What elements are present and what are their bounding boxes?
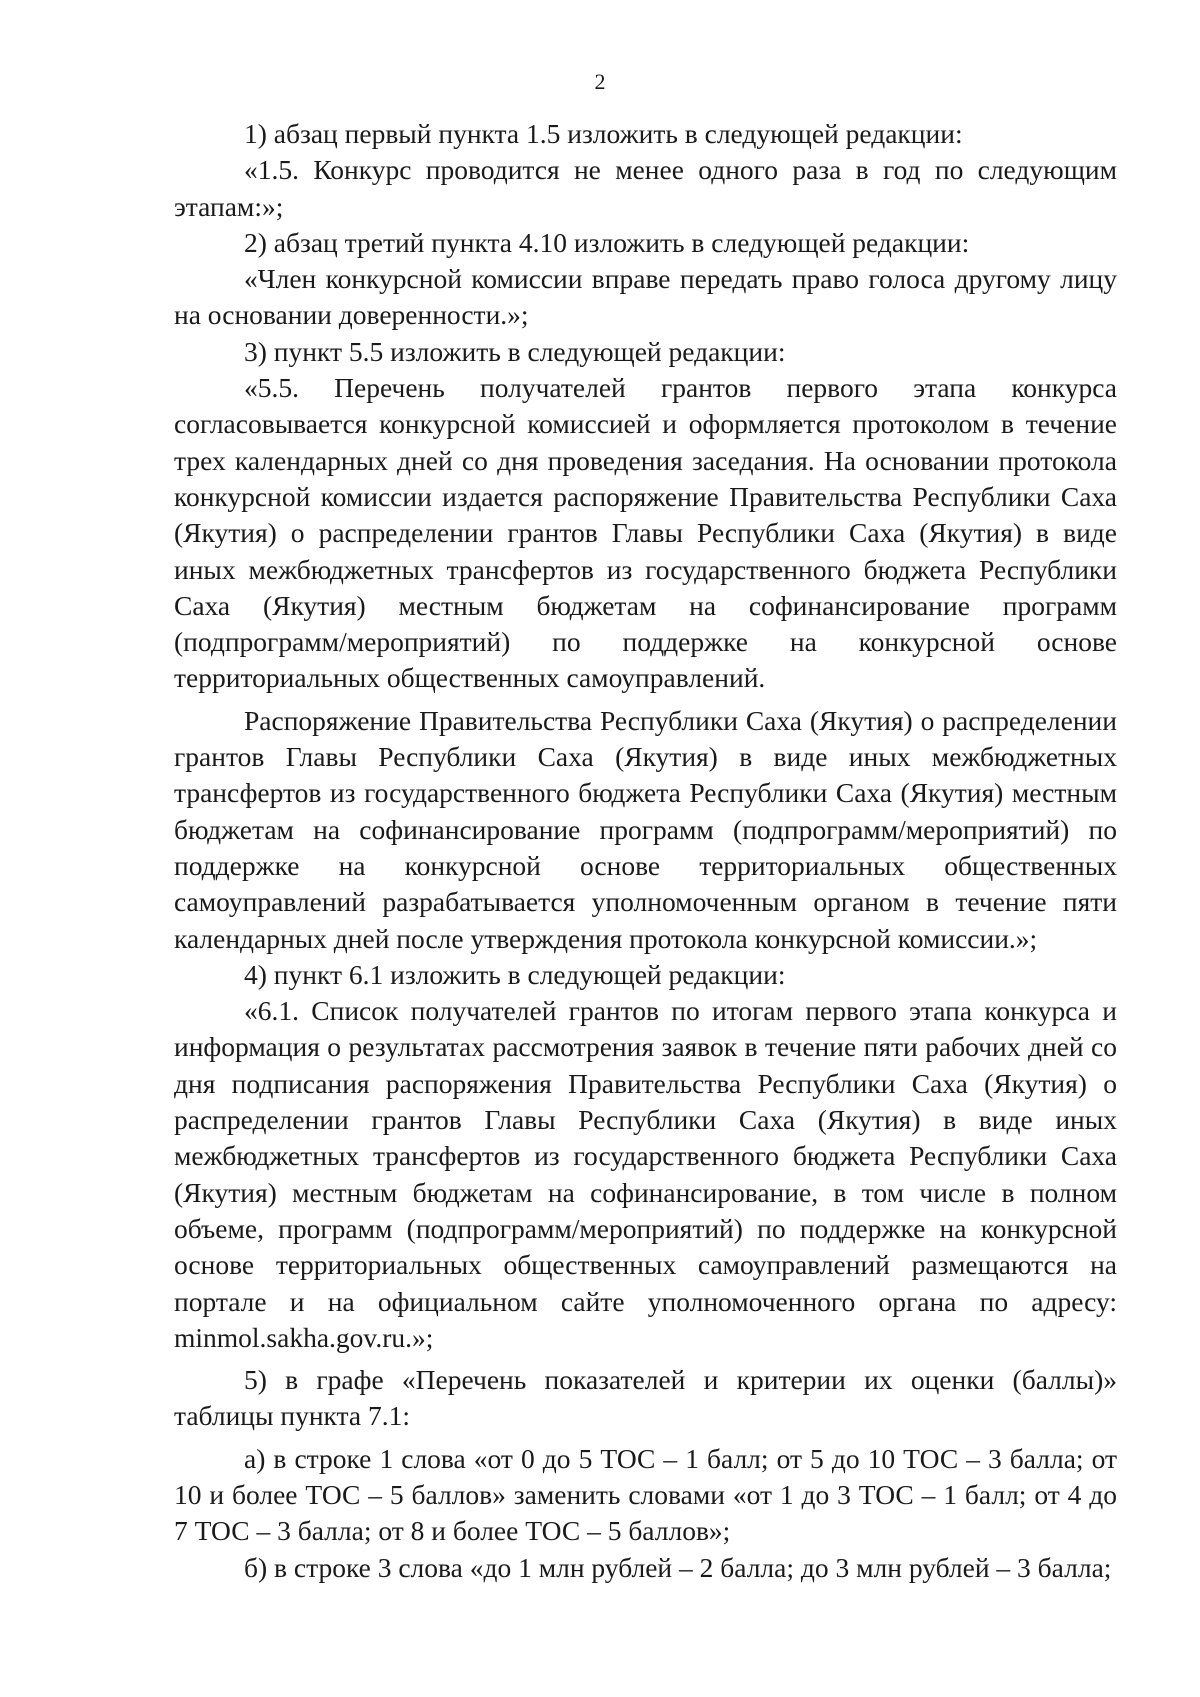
paragraph-amendment-5b: б) в строке 3 слова «до 1 млн рублей – 2 балла; до 3 млн рублей – 3 балла;	[244, 1551, 1112, 1583]
paragraph-clause-1-5: «1.5. Конкурс проводится не менее одного раза в год по следующим этапам:»;	[174, 154, 1117, 222]
paragraph-amendment-5a: а) в строке 1 слова «от 0 до 5 ТОС – 1 балл; от 5 до 10 ТОС – 3 балла; от 10 и более ТОС – 5 баллов» заменить словами «от 1 до 3 ТОС – 1 балл; от 4 до 7 ТОС – 3 балла; от 8 и более ТОС – 5 баллов»;	[174, 1442, 1117, 1547]
paragraph-clause-5-5-continued: Распоряжение Правительства Республики Саха (Якутия) о распределении грантов Главы Республики Саха (Якутия) в виде иных межбюджетных трансфертов из государственного бюджета Республики Саха (Якутия) местным бюджетам на софинансирование программ (подпрограмм/мероприятий) по поддержке на конкурсной основе территориальных общественных самоуправлений разрабатывается уполномоченным органом в течение пяти календарных дней после утверждения протокола конкурсной комиссии.»;	[174, 704, 1117, 954]
paragraph-amendment-4: 4) пункт 6.1 изложить в следующей редакции:	[244, 958, 786, 990]
paragraph-clause-4-10: «Член конкурсной комиссии вправе передать право голоса другому лицу на основании доверенности.»;	[174, 263, 1117, 331]
paragraph-amendment-3: 3) пункт 5.5 изложить в следующей редакции:	[244, 335, 786, 367]
document-body	[174, 116, 1117, 1586]
page-number: 2	[594, 69, 606, 94]
paragraph-amendment-1: 1) абзац первый пункта 1.5 изложить в следующей редакции:	[244, 118, 963, 149]
paragraph-clause-6-1: «6.1. Список получателей грантов по итогам первого этапа конкурса и информация о результатах рассмотрения заявок в течение пяти рабочих дней со дня подписания распоряжения Правительства Республики Саха (Якутия) о распределении грантов Главы Республики Саха (Якутия) в виде иных межбюджетных трансфертов из государственного бюджета Республики Саха (Якутия) местным бюджетам на софинансирование, в том числе в полном объеме, программ (подпрограмм/мероприятий) по поддержке на конкурсной основе территориальных общественных самоуправлений размещаются на портале и на официальном сайте уполномоченного органа по адресу: minmol.sakha.gov.ru.»;	[174, 995, 1117, 1353]
paragraph-clause-5-5: «5.5. Перечень получателей грантов первого этапа конкурса согласовывается конкурсной комиссией и оформляется протоколом в течение трех календарных дней со дня проведения заседания. На основании протокола конкурсной комиссии издается распоряжение Правительства Республики Саха (Якутия) о распределении грантов Главы Республики Саха (Якутия) в виде иных межбюджетных трансфертов из государственного бюджета Республики Саха (Якутия) местным бюджетам на софинансирование программ (подпрограмм/мероприятий) по поддержке на конкурсной основе территориальных общественных самоуправлений.	[174, 372, 1117, 694]
paragraph-amendment-2: 2) абзац третий пункта 4.10 изложить в следующей редакции:	[244, 226, 970, 258]
paragraph-amendment-5: 5) в графе «Перечень показателей и критерии их оценки (баллы)» таблицы пункта 7.1:	[174, 1364, 1117, 1432]
